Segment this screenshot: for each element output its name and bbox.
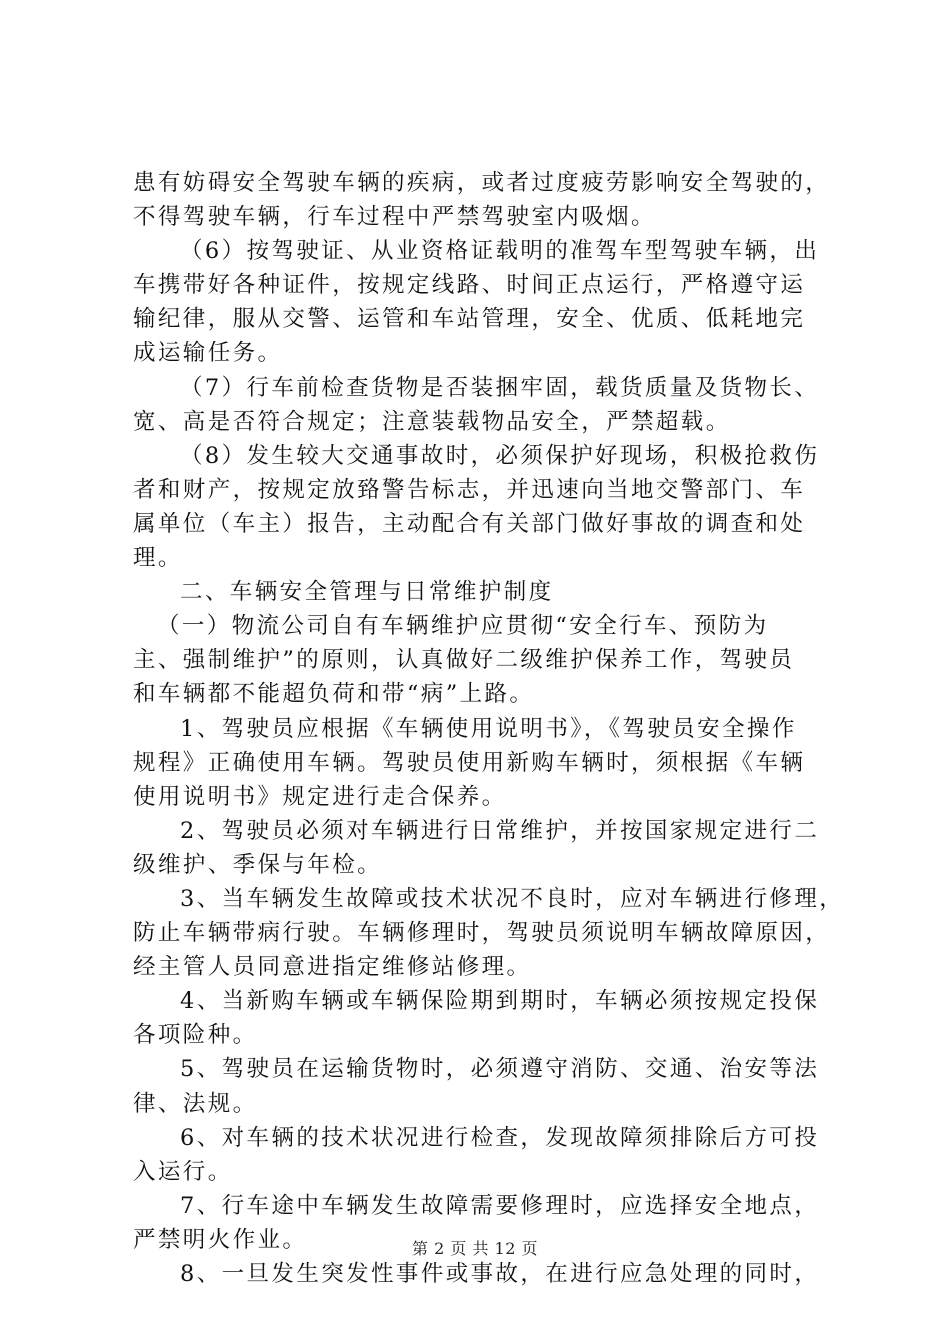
text-line: 使用说明书》规定进行走合保养。 <box>133 783 507 810</box>
text-line: 规程》正确使用车辆。驾驶员使用新购车辆时，须根据《车辆 <box>133 749 806 776</box>
text-line: 各项险种。 <box>133 1022 258 1049</box>
text-line: 和车辆都不能超负荷和带“病”上路。 <box>133 681 535 708</box>
text-line: 成运输任务。 <box>133 340 283 367</box>
text-line: 输纪律，服从交警、运管和车站管理，安全、优质、低耗地完 <box>133 306 806 333</box>
text-line: （一）物流公司自有车辆维护应贯彻“安全行车、预防为 <box>157 613 769 640</box>
text-line: 8、一旦发生突发性事件或事故，在进行应急处理的同时， <box>180 1261 820 1287</box>
text-line: 经主管人员同意进指定维修站修理。 <box>133 954 532 981</box>
text-line: 属单位（车主）报告，主动配合有关部门做好事故的调查和处 <box>133 510 806 537</box>
text-line: （8）发生较大交通事故时，必须保护好现场，积极抢救伤 <box>180 442 820 469</box>
text-line: 6、对车辆的技术状况进行检查，发现故障须排除后方可投 <box>180 1124 820 1151</box>
text-line: 者和财产，按规定放臵警告标志，并迅速向当地交警部门、车 <box>133 476 806 503</box>
text-line: 1、驾驶员应根据《车辆使用说明书》，《驾驶员安全操作 <box>180 715 797 742</box>
text-line: 3、当车辆发生故障或技术状况不良时，应对车辆进行修理， <box>180 885 845 912</box>
text-line: 2、驾驶员必须对车辆进行日常维护，并按国家规定进行二 <box>180 817 820 844</box>
text-line: 入运行。 <box>133 1158 233 1185</box>
text-line: 车携带好各种证件，按规定线路、时间正点运行，严格遵守运 <box>133 272 806 299</box>
text-line: 5、驾驶员在运输货物时，必须遵守消防、交通、治安等法 <box>180 1056 820 1083</box>
text-line: 7、行车途中车辆发生故障需要修理时，应选择安全地点， <box>180 1192 820 1219</box>
text-line: 级维护、季保与年检。 <box>133 851 383 878</box>
document-body <box>133 166 845 1291</box>
text-line: 4、当新购车辆或车辆保险期到期时，车辆必须按规定投保 <box>180 988 820 1015</box>
text-line: 主、强制维护”的原则，认真做好二级维护保养工作，驾驶员 <box>133 647 795 674</box>
section-heading: 二、车辆安全管理与日常维护制度 <box>180 579 554 606</box>
text-line: 严禁明火作业。 <box>133 1226 308 1253</box>
text-line: （7）行车前检查货物是否装捆牢固，载货质量及货物长、 <box>180 374 820 401</box>
text-line: （6）按驾驶证、从业资格证载明的准驾车型驾驶车辆，出 <box>180 238 820 265</box>
text-line: 患有妨碍安全驾驶车辆的疾病，或者过度疲劳影响安全驾驶的， <box>133 170 831 196</box>
text-line: 宽、高是否符合规定；注意装载物品安全，严禁超载。 <box>133 408 731 435</box>
text-line: 不得驾驶车辆，行车过程中严禁驾驶室内吸烟。 <box>133 204 656 231</box>
text-line: 理。 <box>133 545 183 572</box>
text-line: 防止车辆带病行驶。车辆修理时，驾驶员须说明车辆故障原因， <box>133 920 831 947</box>
text-line: 律、法规。 <box>133 1090 258 1117</box>
page-number-footer: 第 2 页 共 12 页 <box>412 1239 538 1258</box>
